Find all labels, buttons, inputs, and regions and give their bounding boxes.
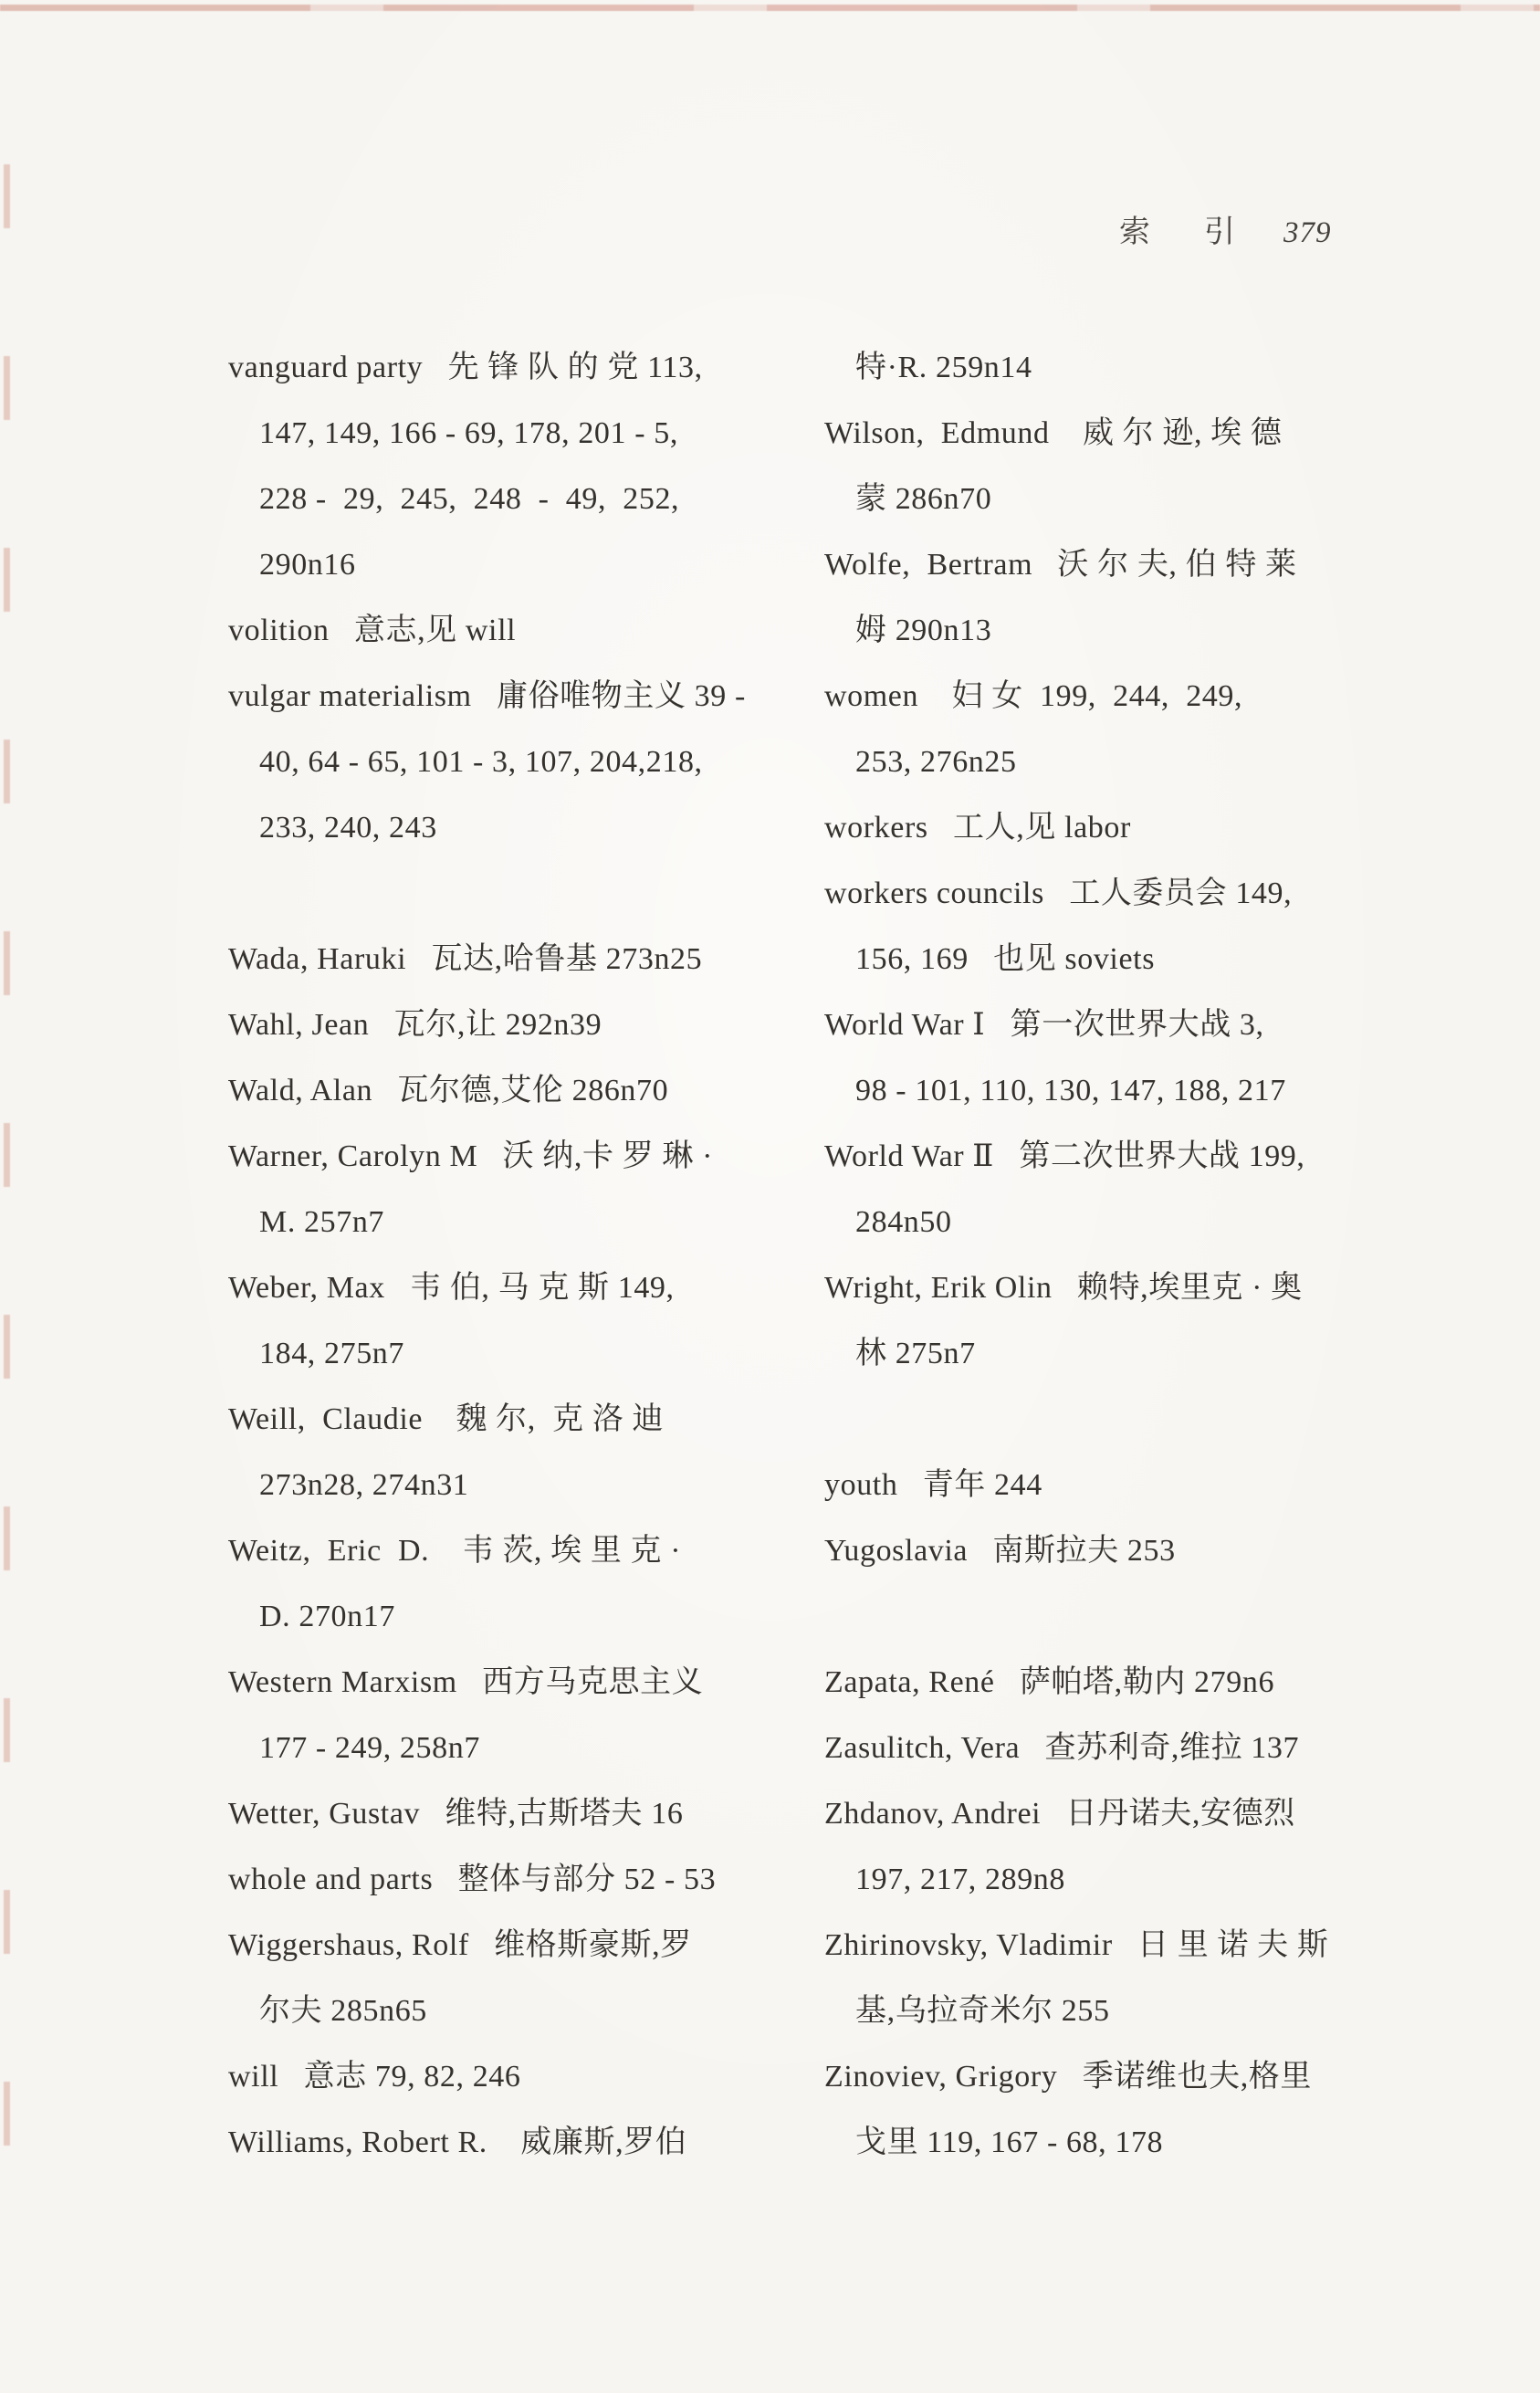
- index-line: Wright, Erik Olin 赖特,埃里克 · 奥: [824, 1271, 1303, 1305]
- index-line: 197, 217, 289n8: [855, 1863, 1065, 1896]
- index-line: 253, 276n25: [855, 745, 1017, 779]
- index-line: 228 - 29, 245, 248 - 49, 252,: [259, 482, 680, 516]
- index-line: 273n28, 274n31: [259, 1468, 469, 1502]
- index-line: Yugoslavia 南斯拉夫 253: [824, 1534, 1176, 1568]
- index-line: 147, 149, 166 - 69, 178, 201 - 5,: [259, 416, 678, 450]
- index-line: 290n16: [259, 548, 356, 582]
- index-line: Zhdanov, Andrei 日丹诺夫,安德烈: [824, 1797, 1295, 1831]
- index-line: whole and parts 整体与部分 52 - 53: [228, 1863, 717, 1896]
- blank-line: [824, 1584, 1418, 1650]
- index-line: youth 青年 244: [824, 1468, 1042, 1502]
- index-line: volition 意志,见 will: [228, 614, 517, 647]
- header-title-char-suo: 索: [1119, 215, 1151, 249]
- index-line: Zinoviev, Grigory 季诺维也夫,格里: [824, 2060, 1312, 2094]
- index-line: Zapata, René 萨帕塔,勒内 279n6: [824, 1665, 1275, 1699]
- index-line: Zhirinovsky, Vladimir 日 里 诺 夫 斯: [824, 1928, 1329, 1962]
- index-line: Wahl, Jean 瓦尔,让 292n39: [228, 1008, 602, 1042]
- index-line: 233, 240, 243: [259, 811, 437, 845]
- index-line: D. 270n17: [259, 1600, 395, 1633]
- index-line: Wetter, Gustav 维特,古斯塔夫 16: [228, 1797, 684, 1831]
- blank-line: [824, 1387, 1418, 1453]
- index-line: 林 275n7: [855, 1337, 976, 1370]
- page-number: 379: [1283, 216, 1332, 249]
- index-line: Weber, Max 韦 伯, 马 克 斯 149,: [228, 1271, 675, 1305]
- index-line: women 妇 女 199, 244, 249,: [824, 679, 1243, 713]
- index-line: Wada, Haruki 瓦达,哈鲁基 273n25: [228, 942, 703, 976]
- header-title-char-yin: 引: [1204, 215, 1236, 249]
- index-line: Weitz, Eric D. 韦 茨, 埃 里 克 ·: [228, 1534, 682, 1568]
- index-line: Wilson, Edmund 威 尔 逊, 埃 德: [824, 416, 1283, 450]
- index-line: vulgar materialism 庸俗唯物主义 39 -: [228, 679, 746, 713]
- index-line: 尔夫 285n65: [259, 1994, 427, 2028]
- index-line: Williams, Robert R. 威廉斯,罗伯: [228, 2125, 687, 2159]
- index-line: workers councils 工人委员会 149,: [824, 876, 1293, 910]
- index-column-left: [228, 335, 822, 2176]
- index-line: M. 257n7: [259, 1205, 385, 1239]
- index-line: Wiggershaus, Rolf 维格斯豪斯,罗: [228, 1928, 692, 1962]
- scan-edge-artifact-left: [4, 164, 10, 2265]
- index-line: Western Marxism 西方马克思主义: [228, 1665, 704, 1699]
- index-line: 特·R. 259n14: [855, 351, 1032, 384]
- index-line: Wolfe, Bertram 沃 尔 夫, 伯 特 莱: [824, 548, 1297, 582]
- blank-line: [228, 861, 822, 927]
- index-line: 177 - 249, 258n7: [259, 1731, 480, 1765]
- index-line: Zasulitch, Vera 查苏利奇,维拉 137: [824, 1731, 1300, 1765]
- index-line: vanguard party 先 锋 队 的 党 113,: [228, 351, 703, 384]
- index-line: 156, 169 也见 soviets: [855, 942, 1156, 976]
- index-line: will 意志 79, 82, 246: [228, 2060, 521, 2094]
- index-line: 基,乌拉奇米尔 255: [855, 1994, 1110, 2028]
- index-line: 40, 64 - 65, 101 - 3, 107, 204,218,: [259, 745, 703, 779]
- index-column-right: [824, 335, 1418, 2176]
- page-header: [1119, 206, 1332, 251]
- index-line: 姆 290n13: [855, 614, 992, 647]
- index-line: 98 - 101, 110, 130, 147, 188, 217: [855, 1074, 1286, 1107]
- index-line: 284n50: [855, 1205, 952, 1239]
- index-line: Wald, Alan 瓦尔德,艾伦 286n70: [228, 1074, 669, 1107]
- index-line: Weill, Claudie 魏 尔, 克 洛 迪: [228, 1402, 665, 1436]
- index-line: World War Ⅰ 第一次世界大战 3,: [824, 1008, 1264, 1042]
- index-line: 184, 275n7: [259, 1337, 404, 1370]
- index-line: workers 工人,见 labor: [824, 811, 1131, 845]
- index-line: 蒙 286n70: [855, 482, 992, 516]
- index-line: World War Ⅱ 第二次世界大战 199,: [824, 1139, 1305, 1173]
- index-line: Warner, Carolyn M 沃 纳,卡 罗 琳 ·: [228, 1139, 714, 1173]
- scan-edge-artifact-top: [0, 5, 1540, 11]
- index-line: 戈里 119, 167 - 68, 178: [855, 2125, 1164, 2159]
